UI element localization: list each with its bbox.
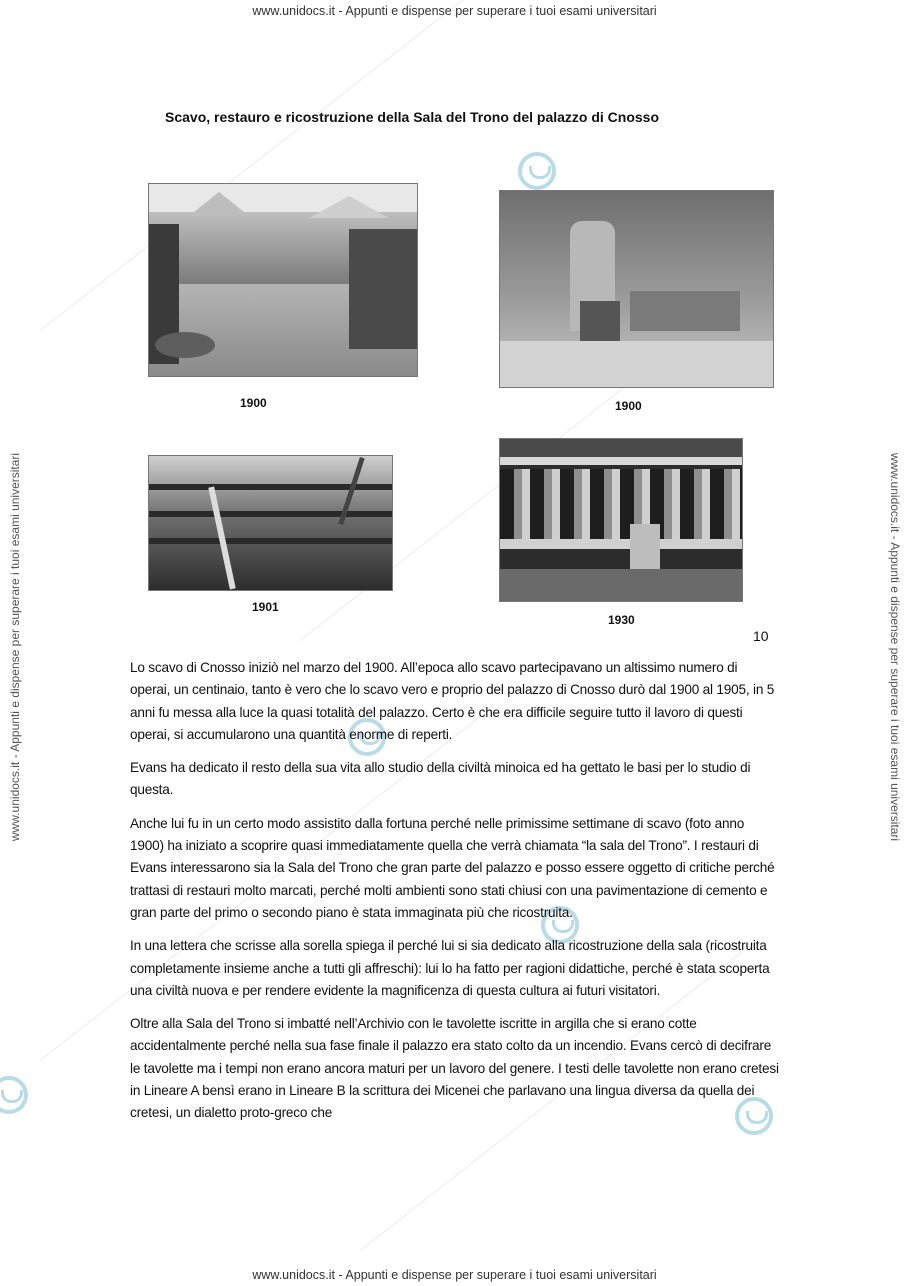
unidocs-logo-icon bbox=[0, 1076, 28, 1114]
left-side-watermark: www.unidocs.it - Appunti e dispense per superare i tuoi esami universitari bbox=[8, 452, 22, 842]
paragraph: Anche lui fu in un certo modo assistito dalla fortuna perché nelle primissime settimane di scavo (foto anno 1900) ha iniziato a scoprire quasi immediatamente quella che verrà chiamata “la sala del Trono”. I restauri di Evans interessarono sia la Sala del Trono che gran parte del palazzo e posso essere oggetto di critiche perché trattasi di restauri molto marcati, perché molti ambienti sono stati chiusi con una pavimentazione di cemento e gran parte del primo o secondo piano è stata immaginata più che ricostruita. bbox=[130, 815, 775, 920]
figure-title: Scavo, restauro e ricostruzione della Sala del Trono del palazzo di Cnosso bbox=[165, 109, 660, 125]
caption-photo-1: 1900 bbox=[240, 396, 267, 410]
header-watermark: www.unidocs.it - Appunti e dispense per superare i tuoi esami universitari bbox=[252, 4, 657, 18]
photo-excavation-1900-a bbox=[148, 183, 418, 377]
photo-reconstruction-1930 bbox=[499, 438, 743, 602]
unidocs-logo-icon bbox=[518, 152, 556, 190]
paragraph: In una lettera che scrisse alla sorella spiega il perché lui si sia dedicato alla ricostruzione della sala (ricostruita completamente insieme anche a tutti gli affreschi): lui lo ha fatto per ragioni didattiche, perché è stata scoperta una civiltà nuova e per rendere evidente la magnificenza di questa cultura ai futuri visitatori. bbox=[130, 938, 770, 998]
caption-photo-3: 1901 bbox=[252, 600, 279, 614]
paragraph: Lo scavo di Cnosso iniziò nel marzo del 1900. All’epoca allo scavo partecipavano un altissimo numero di operai, un centinaio, tanto è vero che lo scavo vero e proprio del palazzo di Cnosso durò dal 1900 al 1905, in 5 anni fu messa alla luce la quasi totalità del palazzo. Certo è che era difficile seguire tutto il lavoro di questi operai, si accumularono una quantità enorme di reperti. bbox=[130, 660, 775, 742]
paragraph: Evans ha dedicato il resto della sua vita allo studio della civiltà minoica ed ha gettato le basi per lo studio di questa. bbox=[130, 760, 751, 798]
photo-restoration-1901 bbox=[148, 455, 393, 591]
body-text bbox=[130, 657, 780, 1136]
photo-throne-1900-b bbox=[499, 190, 774, 388]
paragraph: Oltre alla Sala del Trono si imbatté nell’Archivio con le tavolette iscritte in argilla che si erano cotte accidentalmente perché nella sua fase finale il palazzo era stato colto da un incendio. Evans cercò di decifrare le tavolette ma i tempi non erano ancora maturi per un lavoro del genere. I testi delle tavolette non erano cretesi in Lineare A bensì erano in Lineare B la scrittura dei Micenei che parlavano una lingua diversa da quella dei cretesi, un dialetto proto-greco che bbox=[130, 1016, 779, 1121]
caption-photo-2: 1900 bbox=[615, 399, 642, 413]
caption-photo-4: 1930 bbox=[608, 613, 635, 627]
page-number: 10 bbox=[753, 628, 769, 644]
footer-watermark: www.unidocs.it - Appunti e dispense per superare i tuoi esami universitari bbox=[252, 1268, 657, 1282]
right-side-watermark: www.unidocs.it - Appunti e dispense per superare i tuoi esami universitari bbox=[888, 452, 902, 842]
